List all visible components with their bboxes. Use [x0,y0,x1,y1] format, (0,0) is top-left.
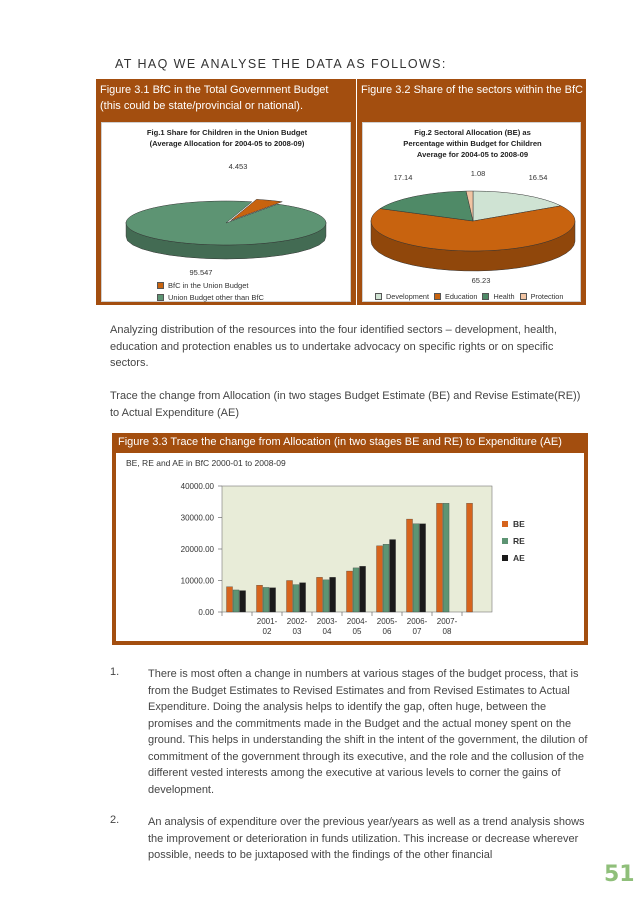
chart-title-line: Average for 2004-05 to 2008-09 [416,150,529,159]
pie-value-label: 95.547 [189,268,213,277]
bar-re [413,524,419,612]
x-tick-label: 2001- [256,617,278,626]
x-tick-label: 2006- [406,617,428,626]
legend-label: AE [513,553,525,563]
bar-re [383,544,389,612]
legend-label: Union Budget other than BfC [168,293,264,302]
pie-value-label: 1.08 [470,169,486,178]
bar-be [317,577,323,612]
paragraph-trace: Trace the change from Allocation (in two stages Budget Estimate (BE) and Revise Estimate(RE)) to Actual Expenditure (AE) [110,390,581,419]
bar-ae [420,524,426,612]
bar-chart [116,453,584,641]
list-number: 1. [110,666,120,678]
x-tick-label: 04 [322,627,332,636]
legend-swatch [482,293,489,300]
bar-ae [300,583,306,612]
bar-ae [270,588,276,612]
pie-value-label: 17.14 [393,173,413,182]
chart-title-line: (Average Allocation for 2004-05 to 2008-09) [149,139,305,148]
pie-slice [126,201,326,245]
x-tick-label: 03 [292,627,302,636]
bar-re [323,580,329,612]
bar-re [293,585,299,612]
chart-title-line: Fig.1 Share for Children in the Union Budget [146,128,308,137]
bar-be [227,587,233,612]
legend-item [157,293,264,302]
bar-be [347,571,353,612]
legend-swatch [502,521,508,527]
x-tick-label: 2002- [286,617,308,626]
y-tick-label: 20000.00 [180,545,214,554]
legend-swatch [434,293,441,300]
x-tick-label: 08 [442,627,452,636]
y-tick-label: 10000.00 [180,576,214,586]
bar-ae [240,591,246,612]
bar-be [257,585,263,612]
legend-label: Development [386,292,429,301]
chart-title-line: Percentage within Budget for Children [403,139,542,148]
x-tick-label: 02 [262,627,272,636]
y-tick-label: 40000.00 [180,482,214,491]
y-tick-label: 0.00 [198,608,214,617]
legend-swatch [502,538,508,544]
pie-value-label: 65.23 [471,276,491,285]
x-tick-label: 05 [352,627,362,636]
pie-chart-1 [102,123,352,303]
figure-3-3-chart-subtitle: BE, RE and AE in BfC 2000-01 to 2008-09 [126,458,286,468]
figure-3-2-chart [362,122,581,302]
bar-ae [390,540,396,612]
bar-be [467,503,473,612]
figure-3-1-chart [101,122,351,302]
figure-3-1-caption: Figure 3.1 BfC in the Total Government Budget (this could be state/provincial or national). [100,84,329,112]
legend-label: RE [513,536,525,546]
x-tick-label: 07 [412,627,422,636]
x-tick-label: 2007- [436,617,458,626]
x-tick-label: 06 [382,627,392,636]
page-heading: AT HAQ WE ANALYSE THE DATA AS FOLLOWS: [115,57,447,71]
bar-be [287,581,293,613]
bar-ae [360,566,366,612]
bar-be [407,519,413,612]
pie-value-label: 16.54 [528,173,548,182]
x-tick-label: 2004- [346,617,368,626]
list-item-text: An analysis of expenditure over the previous year/years as well as a trend analysis shows the improvement or deterioration in funds utilization. This increase or decrease wherever possible, needs to be juxtaposed with the findings of the other financial [148,816,585,861]
bar-re [233,590,239,612]
bar-ae [330,577,336,612]
figure-3-2-caption: Figure 3.2 Share of the sectors within the BfC [361,84,583,96]
y-tick-label: 30000.00 [180,513,214,523]
legend-label: BE [513,519,525,529]
chart-title-line: Fig.2 Sectoral Allocation (BE) as [414,128,531,137]
pie-value-label: 4.453 [228,162,248,171]
legend-label: Education [445,292,478,301]
figure-3-3-caption: Figure 3.3 Trace the change from Allocation (in two stages BE and RE) to Expenditure (AE) [118,436,562,448]
pie-chart-2 [363,123,582,303]
bar-re [443,503,449,612]
bar-be [437,503,443,612]
figure-3-3-chart [116,453,584,641]
legend-label: Protection [530,292,564,301]
figure-3-2-legend [375,292,563,301]
paragraph-sectors: Analyzing distribution of the resources into the four identified sectors – development, health, education and protection enables us to undertake advocacy on specific rights or on specific sectors. [110,324,557,369]
legend-label: BfC in the Union Budget [168,281,249,290]
list-number: 2. [110,814,120,826]
x-tick-label: 2005- [376,617,398,626]
legend-swatch [375,293,382,300]
legend-swatch [157,294,164,301]
page-number: 51 [604,862,635,887]
legend-swatch [502,555,508,561]
bar-re [263,587,269,612]
bar-re [353,568,359,612]
legend-label: Health [493,292,515,301]
x-tick-label: 2003- [316,617,338,626]
bar-be [377,546,383,612]
legend-swatch [520,293,527,300]
figure-3-3-box [112,433,588,645]
legend-item [157,281,248,290]
legend-swatch [157,282,164,289]
list-item-text: There is most often a change in numbers at various stages of the budget process, that is from the Budget Estimates to Revised Estimates and from Revised Estimates to Actual Expenditure. Doing the analysis helps to identify the gap, often huge, between the promises and the commitments made in the Budget and the actual money spent on the ground. This helps in understanding the shift in the intent of the government, the dilution of commitment of the government through its executive, and the role and the collusion of the different vested interests among the executive at various levels to corner the gains of development. [148,668,588,796]
